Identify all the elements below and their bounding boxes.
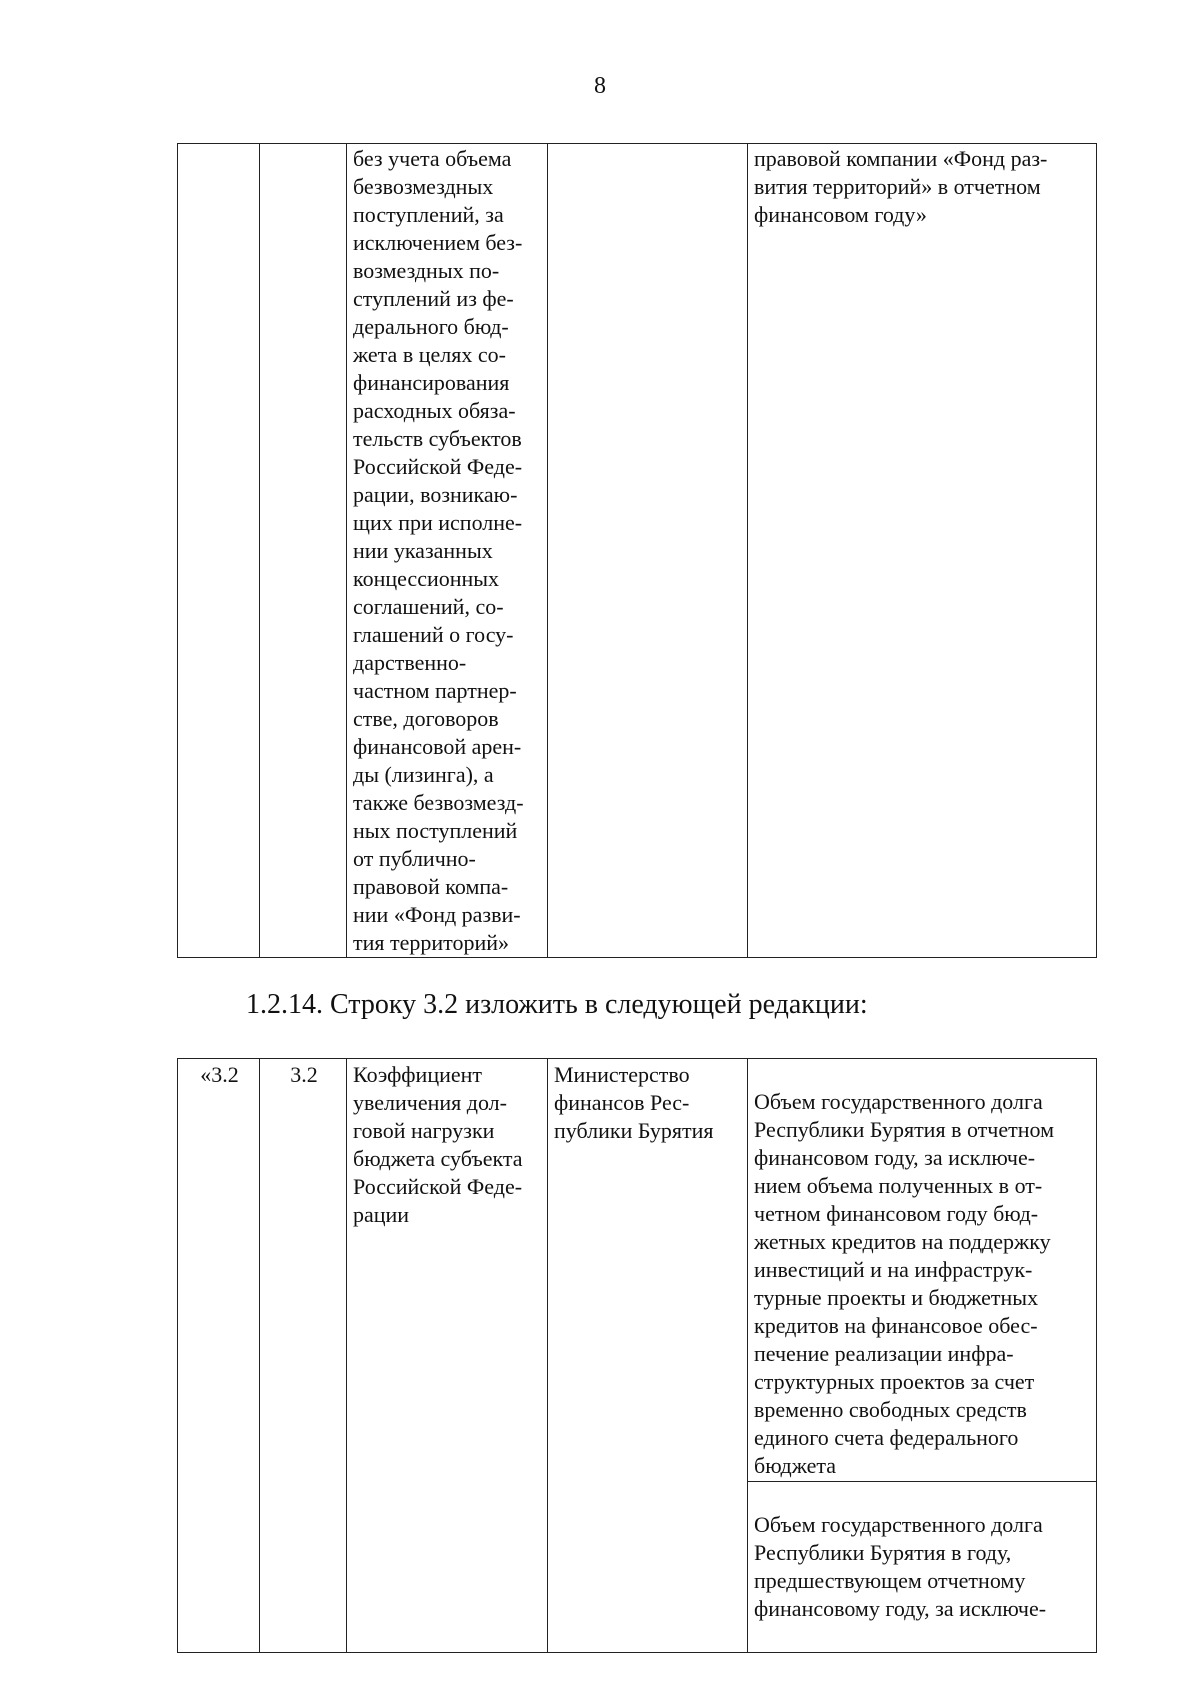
cell-number: [178, 144, 260, 958]
amendment-instruction: 1.2.14. Строку 3.2 изложить в следующей редакции:: [246, 989, 868, 1020]
table-continuation: [177, 143, 1097, 958]
cell-code: [260, 144, 347, 958]
table-row: [178, 1059, 1097, 1653]
page-number: 8: [594, 73, 606, 99]
cell-number: «3.2: [178, 1059, 260, 1653]
table-row: [178, 144, 1097, 958]
table-row-3-2: [177, 1058, 1097, 1653]
component-current-year-debt: Объем государственного долга Республики Бурятия в отчетном финансовом году, за исключе- нием объема полученных в от- четном финансовом году бюд- жетных кредитов на поддержку инвестиций и на инфраструк- турные проекты и бюджетных кредитов на финансовое обес- печение реализации инфра- структурных проектов за счет временно свободных средств единого счета федерального бюджета: [748, 1087, 1096, 1482]
cell-responsible: [548, 144, 748, 958]
cell-calculation-method: правовой компании «Фонд раз- вития территорий» в отчетном финансовом году»: [748, 144, 1097, 958]
cell-indicator-description: без учета объема безвозмездных поступлений, за исключением без- возмездных по- ступлений из фе- дерального бюд- жета в целях со- финансирования расходных обяза- тельств субъектов Российской Феде- рации, возникаю- щих при исполне- нии указанных концессионных соглашений, со- глашений о госу- дарственно- частном партнер- стве, договоров финансовой арен- ды (лизинга), а также безвозмезд- ных поступлений от публично- правовой компа- нии «Фонд разви- тия территорий»: [347, 144, 548, 958]
component-previous-year-debt: Объем государственного долга Республики Бурятия в году, предшествующем отчетному финансовому году, за исключе-: [754, 1512, 1047, 1621]
cell-calculation-components: [748, 1059, 1097, 1653]
cell-indicator-name: Коэффициент увеличения дол- говой нагрузки бюджета субъекта Российской Феде- рации: [347, 1059, 548, 1653]
cell-responsible: Министерство финансов Рес- публики Бурятия: [548, 1059, 748, 1653]
cell-code: 3.2: [260, 1059, 347, 1653]
